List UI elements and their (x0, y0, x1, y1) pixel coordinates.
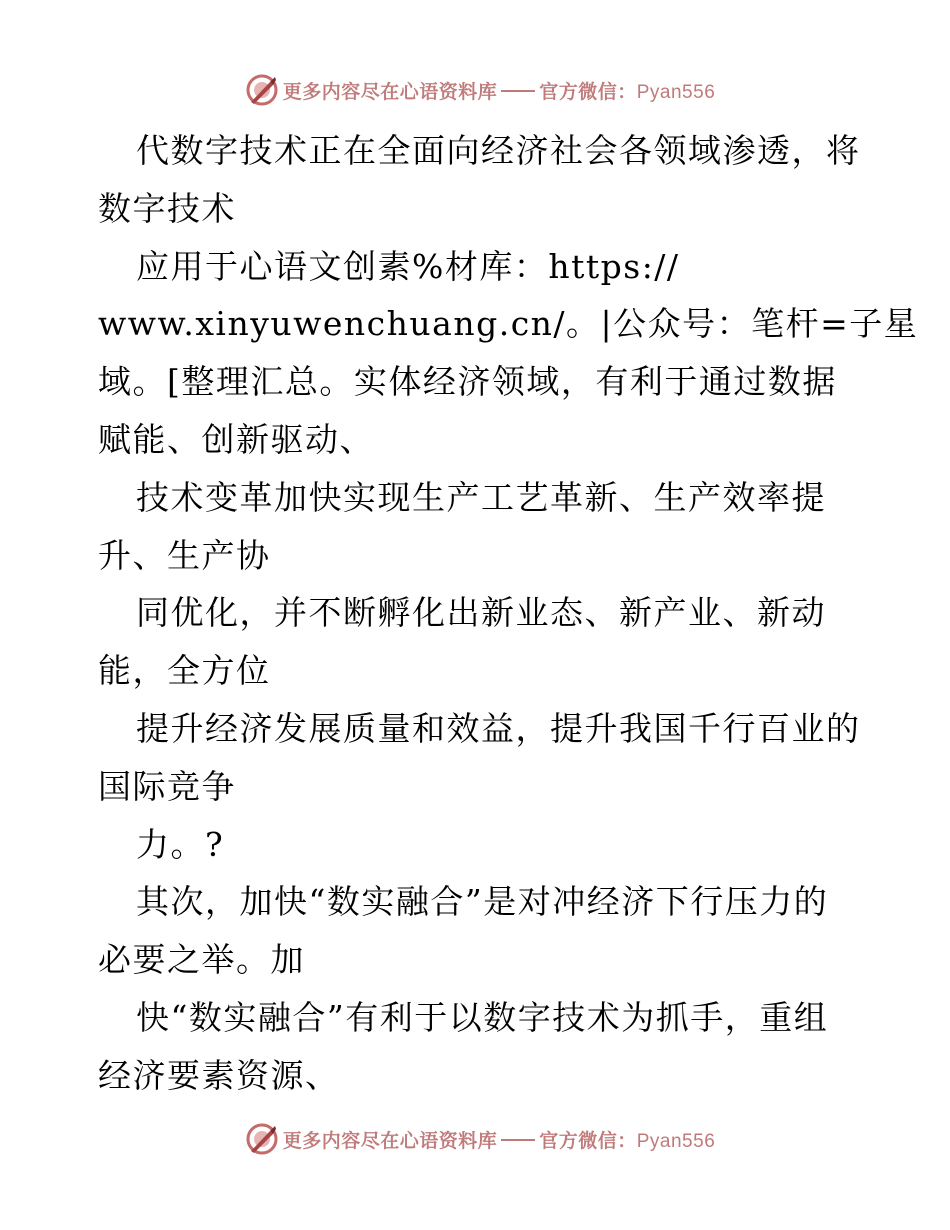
text-line: 数字技术 (98, 188, 236, 228)
text-line: 国际竞争 (98, 766, 236, 806)
text-line: 升、生产协 (98, 535, 271, 575)
text-line: 力。? (136, 824, 225, 864)
text-line: 同优化，并不断孵化出新业态、新产业、新动 (136, 593, 826, 633)
text-line: 必要之举。加 (98, 940, 305, 980)
text-line: 快“数实融合”有利于以数字技术为抓手，重组 (136, 997, 829, 1037)
footer-watermark-inner (245, 1122, 716, 1156)
text-line: 赋能、创新驱动、 (98, 419, 374, 459)
header-wechat-label: 官方微信： (539, 80, 637, 103)
header-site-name: 更多内容尽在心语资料库 (282, 80, 498, 103)
text-line: 域。[整理汇总。实体经济领域，有利于通过数据 (98, 362, 837, 402)
text-line: 应用于心语文创素%材库：https:// (136, 246, 680, 286)
footer-watermark-text (283, 1126, 716, 1153)
header-watermark-text (283, 77, 716, 104)
text-line: 技术变革加快实现生产工艺革新、生产效率提 (136, 477, 826, 517)
header-watermark (0, 70, 950, 110)
footer-wechat-label: 官方微信： (539, 1129, 637, 1152)
footer-wechat-id: Pyan556 (636, 1130, 716, 1152)
header-separator (501, 90, 535, 92)
text-line: www.xinyuwenchuang.cn/。|公众号：笔杆=子星 (98, 304, 919, 344)
text-line: 代数字技术正在全面向经济社会各领域渗透，将 (136, 131, 861, 170)
pen-logo-icon (245, 73, 279, 107)
header-wechat-id: Pyan556 (636, 81, 716, 103)
text-line: 经济要素资源、 (98, 1055, 340, 1095)
header-watermark-inner (245, 73, 716, 107)
text-line: 能，全方位 (98, 651, 271, 691)
text-line: 提升经济发展质量和效益，提升我国千行百业的 (136, 708, 861, 748)
footer-watermark (0, 1119, 950, 1159)
footer-site-name: 更多内容尽在心语资料库 (282, 1129, 498, 1152)
footer-separator (501, 1139, 535, 1141)
text-line: 其次，加快“数实融合”是对冲经济下行压力的 (136, 882, 829, 922)
document-body (98, 122, 919, 1105)
pen-logo-icon (245, 1122, 279, 1156)
